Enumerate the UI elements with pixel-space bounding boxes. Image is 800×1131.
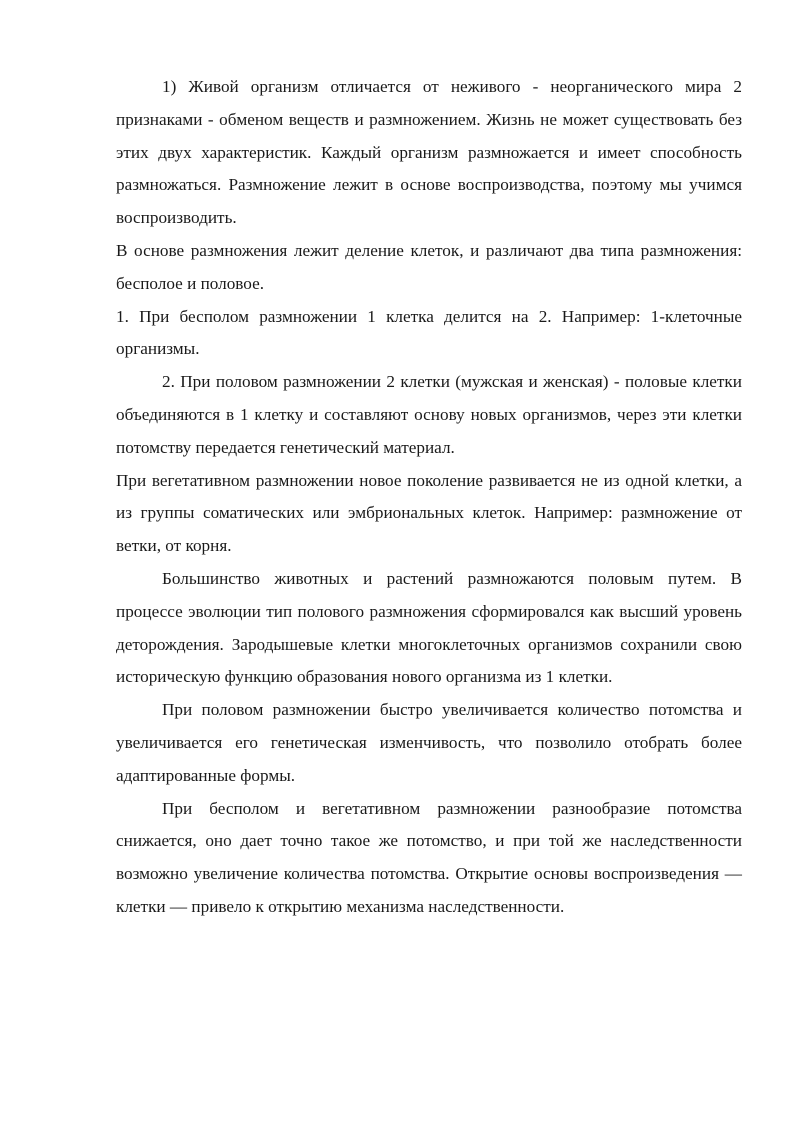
document-body xyxy=(116,71,742,924)
paragraph-3: 1. При бесполом размножении 1 клетка делится на 2. Например: 1-клеточные организмы. xyxy=(116,306,742,359)
paragraph-4: 2. При половом размножении 2 клетки (мужская и женская) - половые клетки объединяются в 1 клетку и составляют основу новых организмов, через эти клетки потомству передается генетический материал. xyxy=(116,372,742,457)
paragraph-2: В основе размножения лежит деление клеток, и различают два типа размножения: бесполое и половое. xyxy=(116,240,742,293)
paragraph-1: 1) Живой организм отличается от неживого - неорганического мира 2 признаками - обменом веществ и размножением. Жизнь не может существовать без этих двух характеристик. Каждый организм размножается и имеет способность размножаться. Размножение лежит в основе воспроизводства, поэтому мы учимся воспроизводить. xyxy=(116,77,742,228)
paragraph-6: Большинство животных и растений размножаются половым путем. В процессе эволюции тип полового размножения сформировался как высший уровень деторождения. Зародышевые клетки многоклеточных организмов сохранили свою историческую функцию образования нового организма из 1 клетки. xyxy=(116,568,742,687)
paragraph-7: При половом размножении быстро увеличивается количество потомства и увеличивается его генетическая изменчивость, что позволило отобрать более адаптированные формы. xyxy=(116,700,742,785)
paragraph-8: При бесполом и вегетативном размножении разнообразие потомства снижается, оно дает точно такое же потомство, и при той же наследственности возможно увеличение количества потомства. Открытие основы воспроизведения — клетки — привело к открытию механизма наследственности. xyxy=(116,798,742,916)
paragraph-5: При вегетативном размножении новое поколение развивается не из одной клетки, а из группы соматических или эмбриональных клеток. Например: размножение от ветки, от корня. xyxy=(116,470,742,556)
